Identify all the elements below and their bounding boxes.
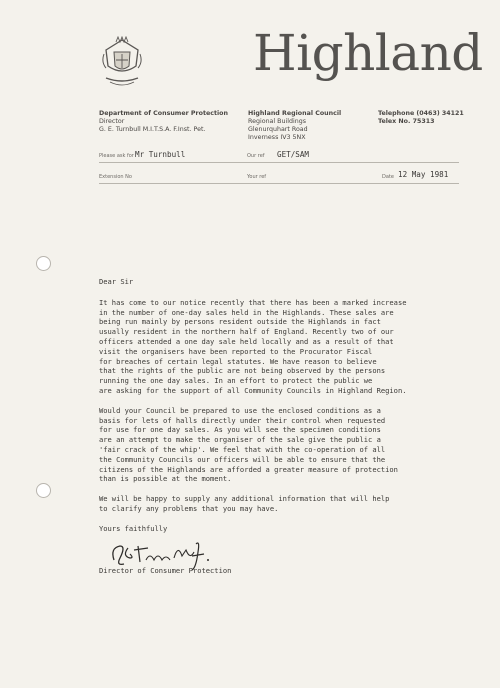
- address-line: Inverness IV3 5NX: [248, 134, 306, 141]
- brand-wordmark: Highland: [253, 24, 483, 82]
- address-line: Glenurquhart Road: [248, 126, 308, 133]
- punch-hole: [36, 483, 51, 498]
- director-title: Director: [99, 118, 125, 125]
- telephone: Telephone (0463) 34121: [378, 110, 464, 117]
- department-name: Department of Consumer Protection: [99, 110, 228, 117]
- contact-block: [378, 110, 464, 126]
- letter-body: [99, 277, 469, 544]
- your-ref-label: Your ref: [247, 174, 267, 180]
- telex: Telex No. 75313: [378, 118, 435, 125]
- paragraph: Would your Council be prepared to use the enclosed conditions as a basis for lets of halls directly under their control when requested for use for one day sales. As you will see the specimen conditions are an attempt to make the organiser of the sale give the public a 'fair crack of the whip'. We feel that with the co-operation of all the Community Councils our officers will be able to ensure that the citizens of the Highlands are afforded a greater measure of protection than is possible at the moment.: [99, 405, 398, 484]
- our-ref-value: GET/SAM: [277, 150, 310, 159]
- date-label: Date: [382, 174, 394, 180]
- ask-for-value: Mr Turnbull: [135, 150, 186, 159]
- paragraph: We will be happy to supply any additional information that will help to clarify any problems that you may have.: [99, 494, 390, 513]
- divider: [99, 183, 459, 184]
- department-block: [99, 110, 228, 134]
- divider: [99, 162, 459, 163]
- ask-for-label: Please ask for: [99, 153, 134, 159]
- signer-title: Director of Consumer Protection: [99, 566, 232, 575]
- our-ref-label: Our ref: [247, 153, 265, 159]
- director-name: G. E. Turnbull M.I.T.S.A. F.Inst. Pet.: [99, 126, 206, 133]
- council-name: Highland Regional Council: [248, 110, 342, 117]
- council-block: [248, 110, 341, 142]
- date-value: 12 May 1981: [398, 170, 449, 179]
- extension-label: Extension No: [99, 174, 132, 180]
- closing: Yours faithfully: [99, 523, 168, 533]
- salutation: Dear Sir: [99, 277, 134, 286]
- address-line: Regional Buildings: [248, 118, 306, 125]
- paragraph: It has come to our notice recently that there has been a marked increase in the number of one-day sales held in the Highlands. These sales are being run mainly by persons resident outside the Highlands in fact usually resident in the northern half of England. Recently two of our officers attended a one day sale held locally and as a result of that visit the organisers have been reported to the Procurator Fiscal for breaches of certain legal statutes. We have reason to believe that the rights of the public are not being observed by the persons running the one day sales. In an effort to protect the public we are asking for the support of all Community Councils in Highland Region.: [99, 297, 407, 395]
- punch-hole: [36, 256, 51, 271]
- coat-of-arms-icon: [100, 36, 144, 92]
